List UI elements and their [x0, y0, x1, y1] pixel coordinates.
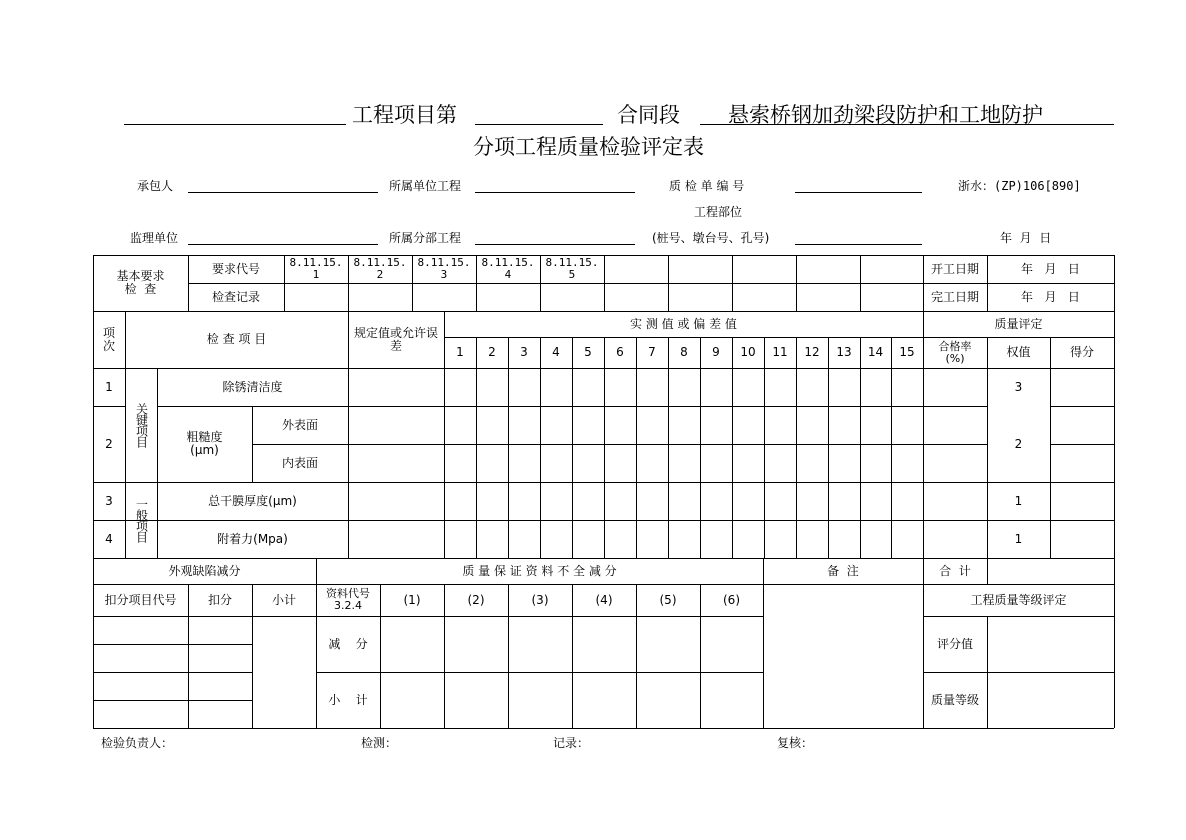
- unit-project-line: [475, 192, 635, 193]
- date-label: 年 月 日: [1000, 231, 1052, 245]
- grade-title: 工程质量等级评定: [970, 592, 1067, 607]
- grid-vline: [732, 255, 733, 311]
- req-code-2: 8.11.15. 2: [353, 256, 407, 281]
- deduct-header: 扣分: [207, 592, 232, 607]
- tester-label: 检测：: [361, 736, 398, 750]
- recorder-label: 记录：: [553, 736, 590, 750]
- qa-col-5: (5): [659, 592, 677, 607]
- grid-vline: [1050, 337, 1051, 558]
- project-suffix: 工程项目第: [352, 103, 457, 127]
- data-code-header: 资料代号 3.2.4: [326, 587, 370, 612]
- grid-vline: [604, 337, 605, 558]
- measure-col-3: 3: [520, 345, 528, 359]
- pile-line: [795, 244, 922, 245]
- supervisor-label: 监理单位: [130, 231, 179, 245]
- grid-vline: [987, 616, 988, 728]
- row2-outer: 外表面: [281, 417, 318, 432]
- key-group-label: 关键项目: [134, 403, 149, 447]
- grid-hline: [1050, 444, 1114, 445]
- inspection-no-label: 质 检 单 编 号: [669, 179, 745, 193]
- total-header: 合 计: [939, 563, 971, 578]
- inspector-label: 检验负责人：: [101, 736, 174, 750]
- grid-hline: [316, 672, 763, 673]
- row2-weight: 2: [1014, 436, 1023, 451]
- start-date-label: 开工日期: [930, 261, 979, 276]
- measure-col-13: 13: [836, 345, 852, 359]
- score-header: 得分: [1069, 345, 1094, 359]
- row2-inner: 内表面: [281, 455, 318, 470]
- grid-vline: [572, 337, 573, 558]
- grid-vline: [508, 337, 509, 558]
- contract-name: 悬索桥钢加劲梁段防护和工地防护: [728, 103, 1043, 127]
- unit-project-label: 所属单位工程: [389, 179, 462, 193]
- grid-vline: [668, 255, 669, 311]
- row1-name: 除锈清洁度: [222, 379, 283, 394]
- measure-col-5: 5: [584, 345, 592, 359]
- quality-header: 质量评定: [994, 316, 1043, 331]
- grid-vline: [668, 337, 669, 558]
- measured-header: 实 测 值 或 偏 差 值: [630, 316, 737, 331]
- measure-col-12: 12: [804, 345, 820, 359]
- measure-col-11: 11: [772, 345, 788, 359]
- row1-weight: 3: [1014, 379, 1023, 394]
- grid-vline: [796, 255, 797, 311]
- qa-col-2: (2): [467, 592, 485, 607]
- project-name-line: [124, 124, 346, 125]
- form-code: 浙水：(ZP)106[890]: [958, 179, 1081, 193]
- qa-header: 质 量 保 证 资 料 不 全 减 分: [462, 563, 617, 578]
- grade-label: 质量等级: [930, 692, 979, 707]
- row2-name: 粗糙度 (μm): [186, 430, 223, 457]
- measure-col-14: 14: [867, 345, 884, 359]
- row2-no: 2: [105, 436, 113, 451]
- qa-col-3: (3): [531, 592, 549, 607]
- measure-col-10: 10: [740, 345, 756, 359]
- basic-req-label: 基本要求 检 查: [116, 269, 165, 296]
- measure-col-8: 8: [680, 345, 688, 359]
- measure-col-4: 4: [552, 345, 560, 359]
- reduce-label: 减 分: [328, 636, 368, 651]
- remarks-header: 备 注: [827, 563, 859, 578]
- grid-vline: [636, 337, 637, 558]
- row4-name: 附着力(Mpa): [217, 531, 288, 546]
- division-label: 所属分部工程: [389, 231, 462, 245]
- record-label: 检查记录: [211, 289, 260, 304]
- grid-hline: [93, 700, 252, 701]
- req-code-3: 8.11.15. 3: [417, 256, 471, 281]
- appearance-header: 外观缺陷减分: [168, 563, 241, 578]
- row3-weight: 1: [1014, 493, 1023, 508]
- grid-hline: [93, 616, 763, 617]
- qa-col-4: (4): [595, 592, 613, 607]
- division-line: [475, 244, 635, 245]
- weight-header: 权值: [1006, 345, 1031, 359]
- contractor-line: [188, 192, 378, 193]
- measure-col-9: 9: [712, 345, 720, 359]
- grid-vline: [540, 337, 541, 558]
- grid-hline: [93, 728, 1114, 729]
- qa-col-1: (1): [403, 592, 421, 607]
- req-code-4: 8.11.15. 4: [481, 256, 535, 281]
- req-code-1: 8.11.15. 1: [289, 256, 343, 281]
- pass-rate-header: 合格率 (%): [938, 339, 972, 365]
- grid-hline: [252, 444, 987, 445]
- req-code-5: 8.11.15. 5: [545, 256, 599, 281]
- measure-col-6: 6: [616, 345, 624, 359]
- score-value-label: 评分值: [936, 636, 973, 651]
- spec-header: 规定值或允许误 差: [353, 325, 438, 353]
- contract-no-line: [475, 124, 603, 125]
- end-date-value: 年 月 日: [1021, 289, 1080, 304]
- row3-name: 总干膜厚度(μm): [208, 493, 297, 508]
- grid-vline: [604, 255, 605, 311]
- row4-weight: 1: [1014, 531, 1023, 546]
- contract-suffix: 合同段: [617, 103, 680, 127]
- measure-col-15: 15: [899, 345, 915, 359]
- measure-col-2: 2: [488, 345, 496, 359]
- row3-no: 3: [105, 493, 113, 508]
- measure-col-1: 1: [456, 345, 464, 359]
- grid-vline: [828, 337, 829, 558]
- start-date-value: 年 月 日: [1021, 261, 1080, 276]
- pile-label: (桩号、墩台号、孔号): [652, 231, 770, 245]
- subtotal-header: 小计: [271, 592, 296, 607]
- sub-label: 小 计: [328, 692, 368, 707]
- grid-hline: [93, 672, 252, 673]
- grid-vline: [700, 337, 701, 558]
- grid-vline: [860, 337, 861, 558]
- deduct-code-header: 扣分项目代号: [104, 592, 177, 607]
- measure-col-7: 7: [648, 345, 656, 359]
- reviewer-label: 复核：: [777, 736, 814, 750]
- grid-vline: [764, 337, 765, 558]
- supervisor-line: [188, 244, 378, 245]
- grid-vline: [891, 337, 892, 558]
- general-group-label: 一般项目: [134, 498, 149, 542]
- seq-header: 项 次: [102, 325, 115, 353]
- grid-vline: [860, 255, 861, 311]
- site-label: 工程部位: [694, 205, 743, 219]
- req-code-label: 要求代号: [211, 261, 260, 276]
- end-date-label: 完工日期: [930, 289, 979, 304]
- grid-vline: [476, 337, 477, 558]
- grid-vline: [1114, 255, 1115, 728]
- grid-hline: [1050, 406, 1114, 407]
- item-header: 检 查 项 目: [206, 332, 267, 346]
- contractor-label: 承包人: [137, 179, 174, 193]
- grid-vline: [732, 337, 733, 558]
- form-title: 分项工程质量检验评定表: [473, 135, 704, 159]
- grid-vline: [987, 558, 988, 584]
- row1-no: 1: [105, 379, 113, 394]
- grid-hline: [93, 644, 252, 645]
- row4-no: 4: [105, 531, 113, 546]
- inspection-no-line: [795, 192, 922, 193]
- qa-col-6: (6): [723, 592, 740, 607]
- grid-vline: [796, 337, 797, 558]
